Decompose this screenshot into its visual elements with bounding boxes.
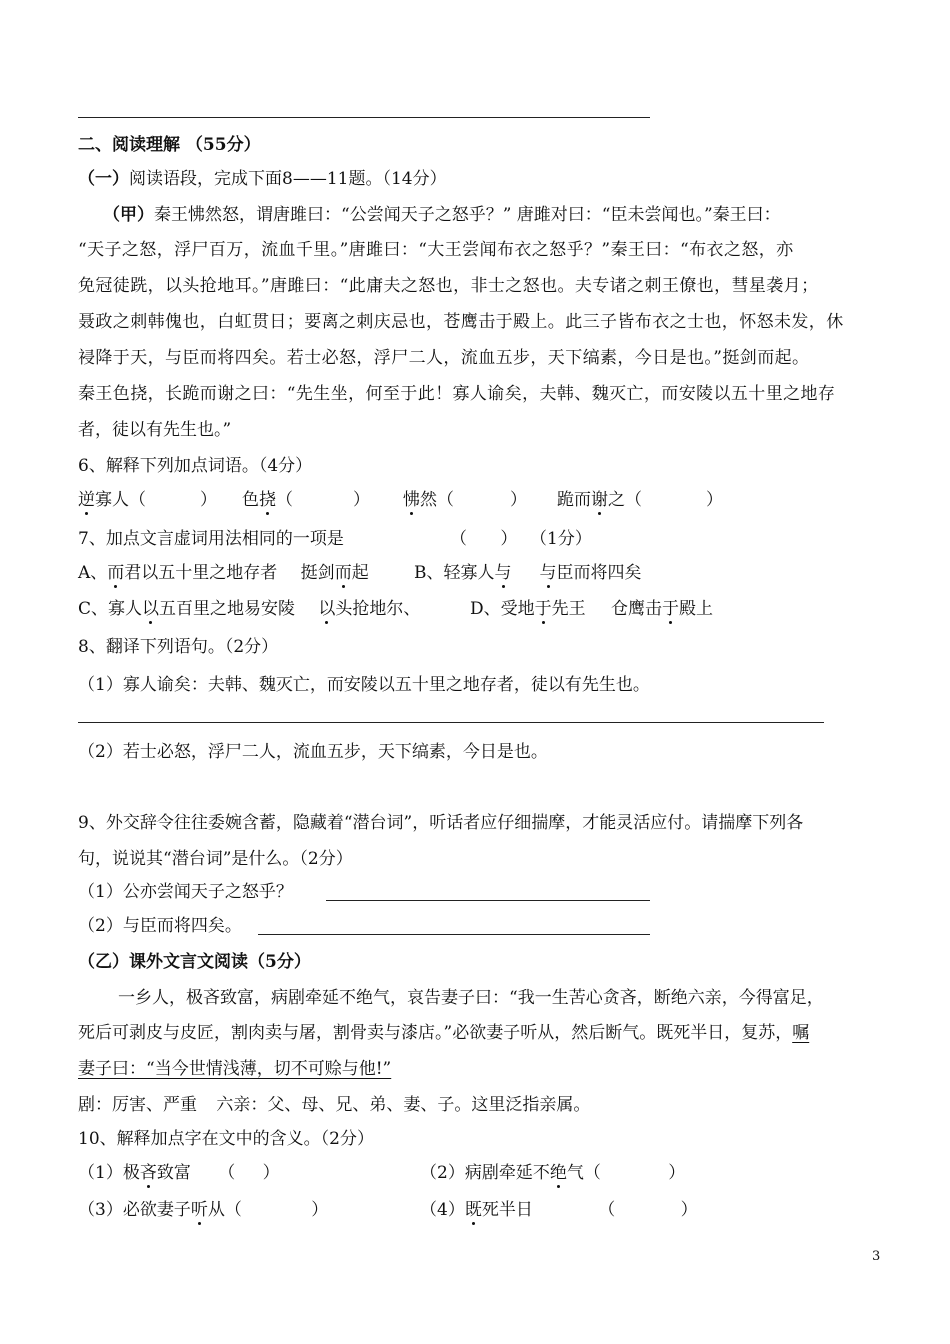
- option-text: D、受地: [470, 599, 535, 619]
- option-dotted-char: 以: [318, 599, 336, 619]
- q10-text: 死半日 （ ）: [481, 1200, 698, 1220]
- passage-jia-line-1: [103, 203, 781, 227]
- q10-item-2: [420, 1161, 685, 1185]
- q10-text: 从（ ）: [207, 1200, 329, 1220]
- passage-yi-line-3: 妻子曰：“当今世情浅薄，切不可赊与他!”: [78, 1059, 392, 1079]
- passage-yi-notes: 剧：厉害、严重 六亲：父、母、兄、弟、妻、子。这里泛指亲属。: [78, 1095, 591, 1115]
- passage-jia-line-2: “天子之怒，浮尸百万，流血千里。”唐雎曰：“大王尝闻布衣之怒乎？”秦王曰：“布衣之怒，亦: [78, 240, 794, 260]
- q6-text: 寡人（: [95, 490, 146, 510]
- q6-dotted-word: 逆: [78, 490, 95, 510]
- q10-text: （3）必欲妻子: [78, 1200, 191, 1220]
- section-title: 二、阅读理解 （55分）: [78, 135, 261, 155]
- q7-option-b: [414, 561, 642, 585]
- q10-text: （1）极: [78, 1163, 140, 1183]
- part1-heading: [78, 167, 447, 191]
- passage-yi-text: 死后可剥皮与皮匠，割肉卖与屠，割骨卖与漆店。”必欲妻子听从，然后断气。既死半日，复苏，: [78, 1023, 793, 1043]
- q7-option-c: [78, 597, 420, 621]
- option-text: B、轻寡人: [414, 563, 495, 583]
- q9-answer-line-1[interactable]: [326, 900, 650, 901]
- option-dotted-char: 与: [539, 563, 557, 583]
- q6-text: 之（: [608, 490, 642, 510]
- option-text: 殿上: [679, 599, 714, 619]
- q9-stem-line-1: 9、外交辞令往往委婉含蓄，隐藏着“潜台词”，听话者应仔细揣摩，才能灵活应付。请揣摩下列各: [78, 813, 804, 833]
- part1-label: （一）: [78, 169, 129, 189]
- q10-dotted-char: 吝: [139, 1163, 157, 1183]
- q6-text: 跪而: [557, 490, 591, 510]
- q6-text: 然（: [420, 490, 454, 510]
- q6-dotted-word: 怫: [403, 490, 420, 510]
- q6-stem: 6、解释下列加点词语。（4分）: [78, 456, 313, 476]
- passage-jia-text: 秦王怫然怒，谓唐雎曰：“公尝闻天子之怒乎？” 唐雎对曰：“臣未尝闻也。”秦王曰：: [154, 205, 781, 225]
- q9-sentence-2: （2）与臣而将四矣。: [78, 916, 242, 936]
- option-text: 五百里之地易安陵: [159, 599, 301, 619]
- q8-stem: 8、翻译下列语句。（2分）: [78, 637, 279, 657]
- q6-text: ）: [510, 490, 527, 510]
- q10-dotted-char: 绝: [549, 1163, 567, 1183]
- q6-item-4: [557, 488, 723, 512]
- q10-dotted-char: 听: [190, 1200, 208, 1220]
- q10-item-3: [78, 1198, 328, 1222]
- option-dotted-char: 于: [662, 599, 680, 619]
- page-number: 3: [872, 1249, 881, 1264]
- option-text: 君以五十里之地存者 挺剑: [124, 563, 335, 583]
- q7-score: （1分）: [530, 529, 592, 549]
- q10-text: （4）: [420, 1200, 465, 1220]
- q9-answer-line-2[interactable]: [258, 934, 650, 935]
- q8-answer-line-1[interactable]: [78, 722, 824, 723]
- q6-item-1: [78, 488, 217, 512]
- q10-item-4: [420, 1198, 698, 1222]
- q7-option-d: [470, 597, 713, 621]
- q7-stem: 7、加点文言虚词用法相同的一项是: [78, 529, 344, 549]
- passage-jia-line-7: 者，徒以有先生也。”: [78, 420, 232, 440]
- q10-stem: 10、解释加点字在文中的含义。（2分）: [78, 1129, 374, 1149]
- q6-dotted-word: 谢: [591, 490, 608, 510]
- q10-text: 气（ ）: [566, 1163, 686, 1183]
- q9-stem-line-2: 句，说说其“潜台词”是什么。（2分）: [78, 849, 353, 869]
- passage-jia-label: （甲）: [103, 205, 154, 225]
- option-dotted-char: 而: [107, 563, 125, 583]
- q7-answer-paren[interactable]: （ ）: [450, 529, 518, 549]
- passage-jia-line-3: 免冠徒跣，以头抢地耳。”唐雎曰：“此庸夫之怒也，非士之怒也。夫专诸之刺王僚也，彗星袭月；: [78, 276, 819, 296]
- part2-heading: （乙）课外文言文阅读（5分）: [78, 952, 311, 972]
- q6-text: ）: [353, 490, 370, 510]
- option-dotted-char: 与: [494, 563, 512, 583]
- q6-item-3: [403, 488, 527, 512]
- q8-sentence-2: （2）若士必怒，浮尸二人，流血五步，天下缟素，今日是也。: [78, 742, 548, 762]
- option-text: 起: [351, 563, 369, 583]
- q9-sentence-1: （1）公亦尝闻天子之怒乎？: [78, 882, 293, 902]
- q6-dotted-word: 挠: [259, 490, 276, 510]
- option-text: C、寡人: [78, 599, 143, 619]
- option-text: 臣而将四矣: [556, 563, 642, 583]
- option-text: 先王 仓鹰击: [551, 599, 663, 619]
- top-answer-line: [78, 117, 650, 118]
- q10-text: （2）病剧牵延不: [420, 1163, 550, 1183]
- option-dotted-char: 以: [142, 599, 160, 619]
- option-text: A、: [78, 563, 108, 583]
- option-dotted-char: 于: [534, 599, 552, 619]
- q6-item-2: [242, 488, 370, 512]
- q10-text: 致富 （ ）: [156, 1163, 280, 1183]
- passage-jia-line-4: 聂政之刺韩傀也，白虹贯日；要离之刺庆忌也，苍鹰击于殿上。此三子皆布衣之士也，怀怒未发，休: [78, 312, 844, 332]
- q6-text: （: [276, 490, 293, 510]
- q7-option-a: [78, 561, 369, 585]
- q6-text: 色: [242, 490, 259, 510]
- q6-text: ）: [200, 490, 217, 510]
- passage-yi-line-2: [78, 1021, 809, 1045]
- part1-heading-text: 阅读语段，完成下面8——11题。（14分）: [129, 169, 447, 189]
- q10-dotted-char: 既: [464, 1200, 482, 1220]
- passage-jia-line-6: 秦王色挠，长跪而谢之曰：“先生坐，何至于此！寡人谕矣，夫韩、魏灭亡，而安陵以五十里之地存: [78, 384, 836, 404]
- q6-text: ）: [706, 490, 723, 510]
- passage-yi-line-1: 一乡人，极吝致富，病剧牵延不绝气，哀告妻子曰：“我一生苦心贪吝，断绝六亲，今得富足，: [118, 988, 824, 1008]
- passage-yi-underlined: 嘱: [792, 1023, 810, 1043]
- option-dotted-char: 而: [334, 563, 352, 583]
- option-text: 头抢地尔、: [335, 599, 421, 619]
- q10-item-1: [78, 1161, 280, 1185]
- passage-jia-line-5: 祲降于天，与臣而将四矣。若士必怒，浮尸二人，流血五步，天下缟素，今日是也。”挺剑而起。: [78, 348, 810, 368]
- q8-sentence-1: （1）寡人谕矣：夫韩、魏灭亡，而安陵以五十里之地存者，徒以有先生也。: [78, 675, 650, 695]
